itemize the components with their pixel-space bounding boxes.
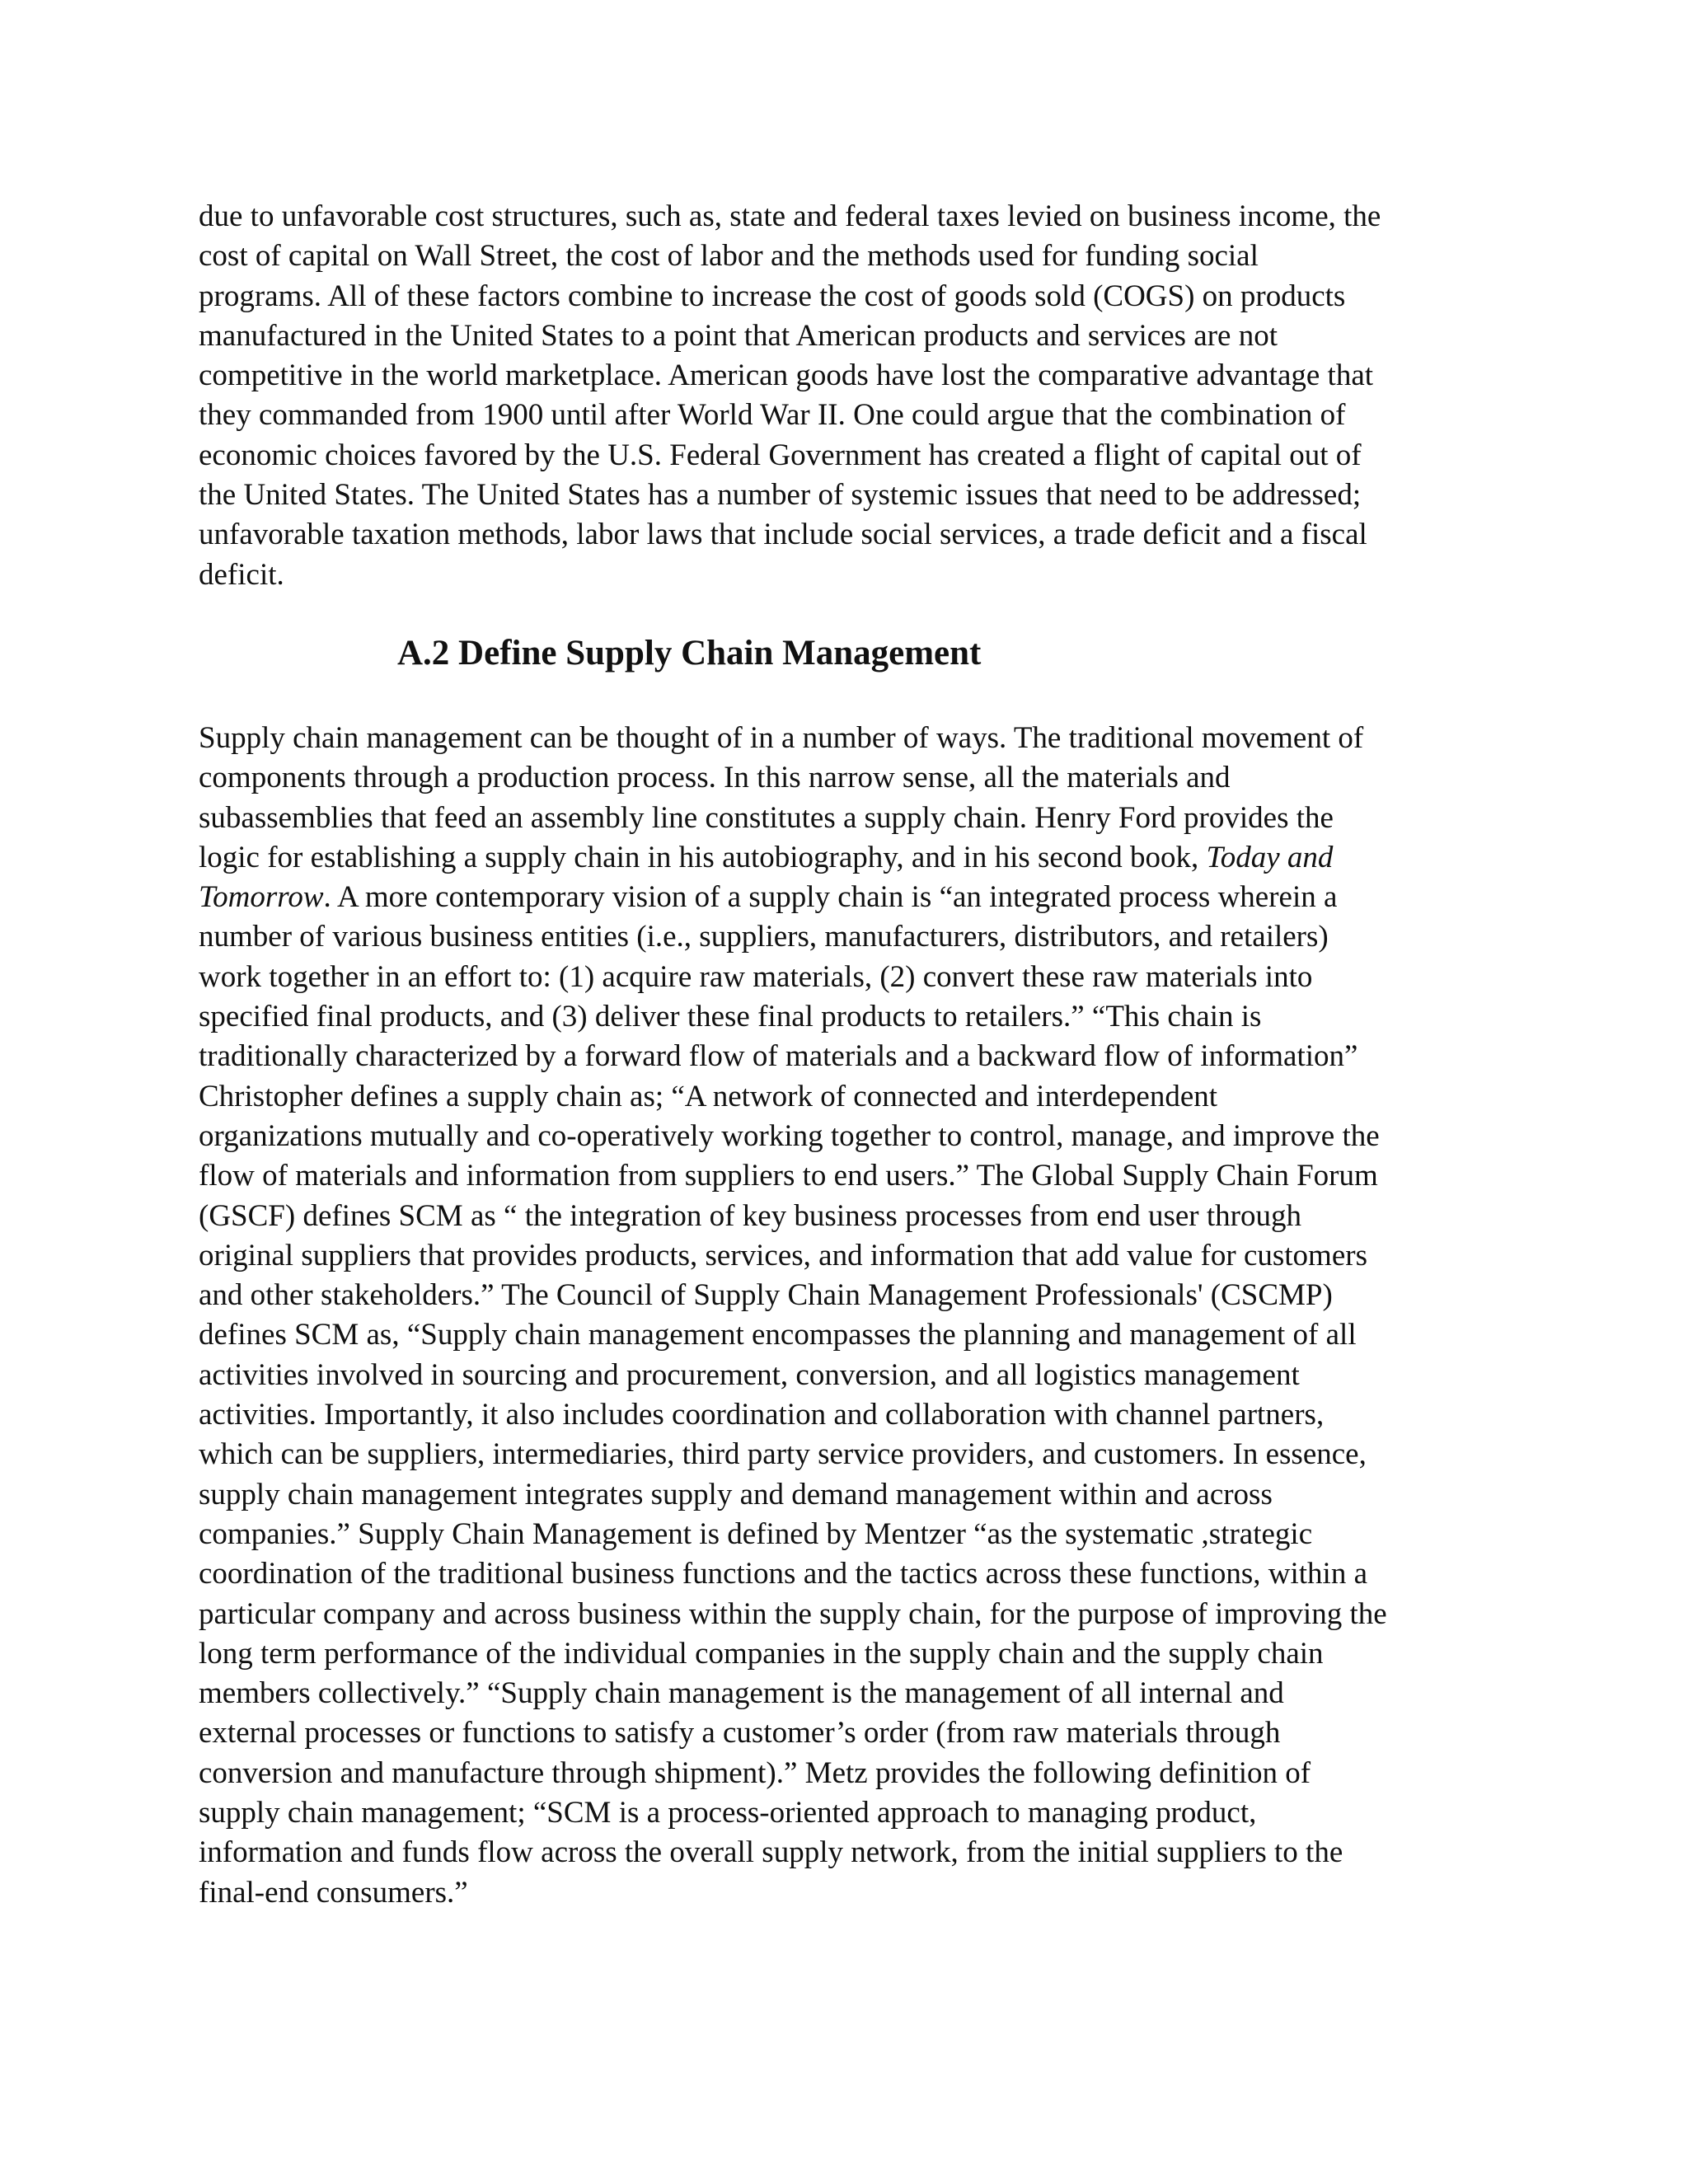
- paragraph-scm-definitions: [199, 719, 1501, 1913]
- paragraph-1-line: programs. All of these factors combine to increase the cost of goods sold (COGS) on products: [199, 279, 1346, 313]
- paragraph-1-line: due to unfavorable cost structures, such as, state and federal taxes levied on business income, the: [199, 199, 1381, 233]
- paragraph-1-line: they commanded from 1900 until after World War II. One could argue that the combination of: [199, 398, 1346, 433]
- section-heading: A.2 Define Supply Chain Management: [397, 634, 982, 673]
- paragraph-2-text-after-title: . A more contemporary vision of a supply chain is “an integrated process wherein a number of various business entities (i.e., suppliers, manufacturers, distributors, and retailers) work together in an effort to: (1) acquire raw materials, (2) convert these raw materials into specified final products, and (3) deliver these final products to retailers.” “This chain is traditionally characterized by a forward flow of materials and a backward flow of information” Christopher defines a supply chain as; “A network of connected and interdependent organizations mutually and co-operatively working together to control, manage, and improve the flow of materials and information from suppliers to end users.” The Global Supply Chain Forum (GSCF) defines SCM as “ the integration of key business processes from end user through original suppliers that provides products, services, and information that add value for customers and other stakeholders.” The Council of Supply Chain Management Professionals' (CSCMP) defines SCM as, “Supply chain management encompasses the planning and management of all activities involved in sourcing and procurement, conversion, and all logistics management activities. Importantly, it also includes coordination and collaboration with channel partners, which can be suppliers, intermediaries, third party service providers, and customers. In essence, supply chain management integrates supply and demand management within and across companies.” Supply Chain Management is defined by Mentzer “as the systematic ,strategic coordination of the traditional business functions and the tactics across these functions, within a particular company and across business within the supply chain, for the purpose of improving the long term performance of the individual companies in the supply chain and the supply chain members collectively.” “Supply chain management is the management of all internal and external processes or functions to satisfy a customer’s order (from raw materials through conversion and manufacture through shipment).” Metz provides the following definition of supply chain management; “SCM is a process-oriented approach to managing product, information and funds flow across the overall supply network, from the initial suppliers to the final-end consumers.”: [199, 880, 1387, 1910]
- paragraph-1-line: the United States. The United States has a number of systemic issues that need to be addressed;: [199, 478, 1362, 513]
- paragraph-cost-structures: [199, 197, 1501, 595]
- paragraph-1-line: manufactured in the United States to a point that American products and services are not: [199, 318, 1278, 353]
- paragraph-2-text-before-title: Supply chain management can be thought of in a number of ways. The traditional movement of components through a production process. In this narrow sense, all the materials and subassemblies that feed an assembly line constitutes a supply chain. Henry Ford provides the logic for establishing a supply chain in his autobiography, and in his second book,: [199, 721, 1364, 874]
- book-title: Today and Tomorrow: [199, 840, 1334, 915]
- paragraph-1-line: economic choices favored by the U.S. Federal Government has created a flight of capital out of: [199, 438, 1362, 472]
- paragraph-1-line: unfavorable taxation methods, labor laws that include social services, a trade deficit and a fiscal: [199, 518, 1367, 552]
- paragraph-1-line: cost of capital on Wall Street, the cost of labor and the methods used for funding social: [199, 239, 1259, 274]
- paragraph-1-line: deficit.: [199, 557, 284, 592]
- paragraph-1-line: competitive in the world marketplace. American goods have lost the comparative advantage that: [199, 359, 1374, 393]
